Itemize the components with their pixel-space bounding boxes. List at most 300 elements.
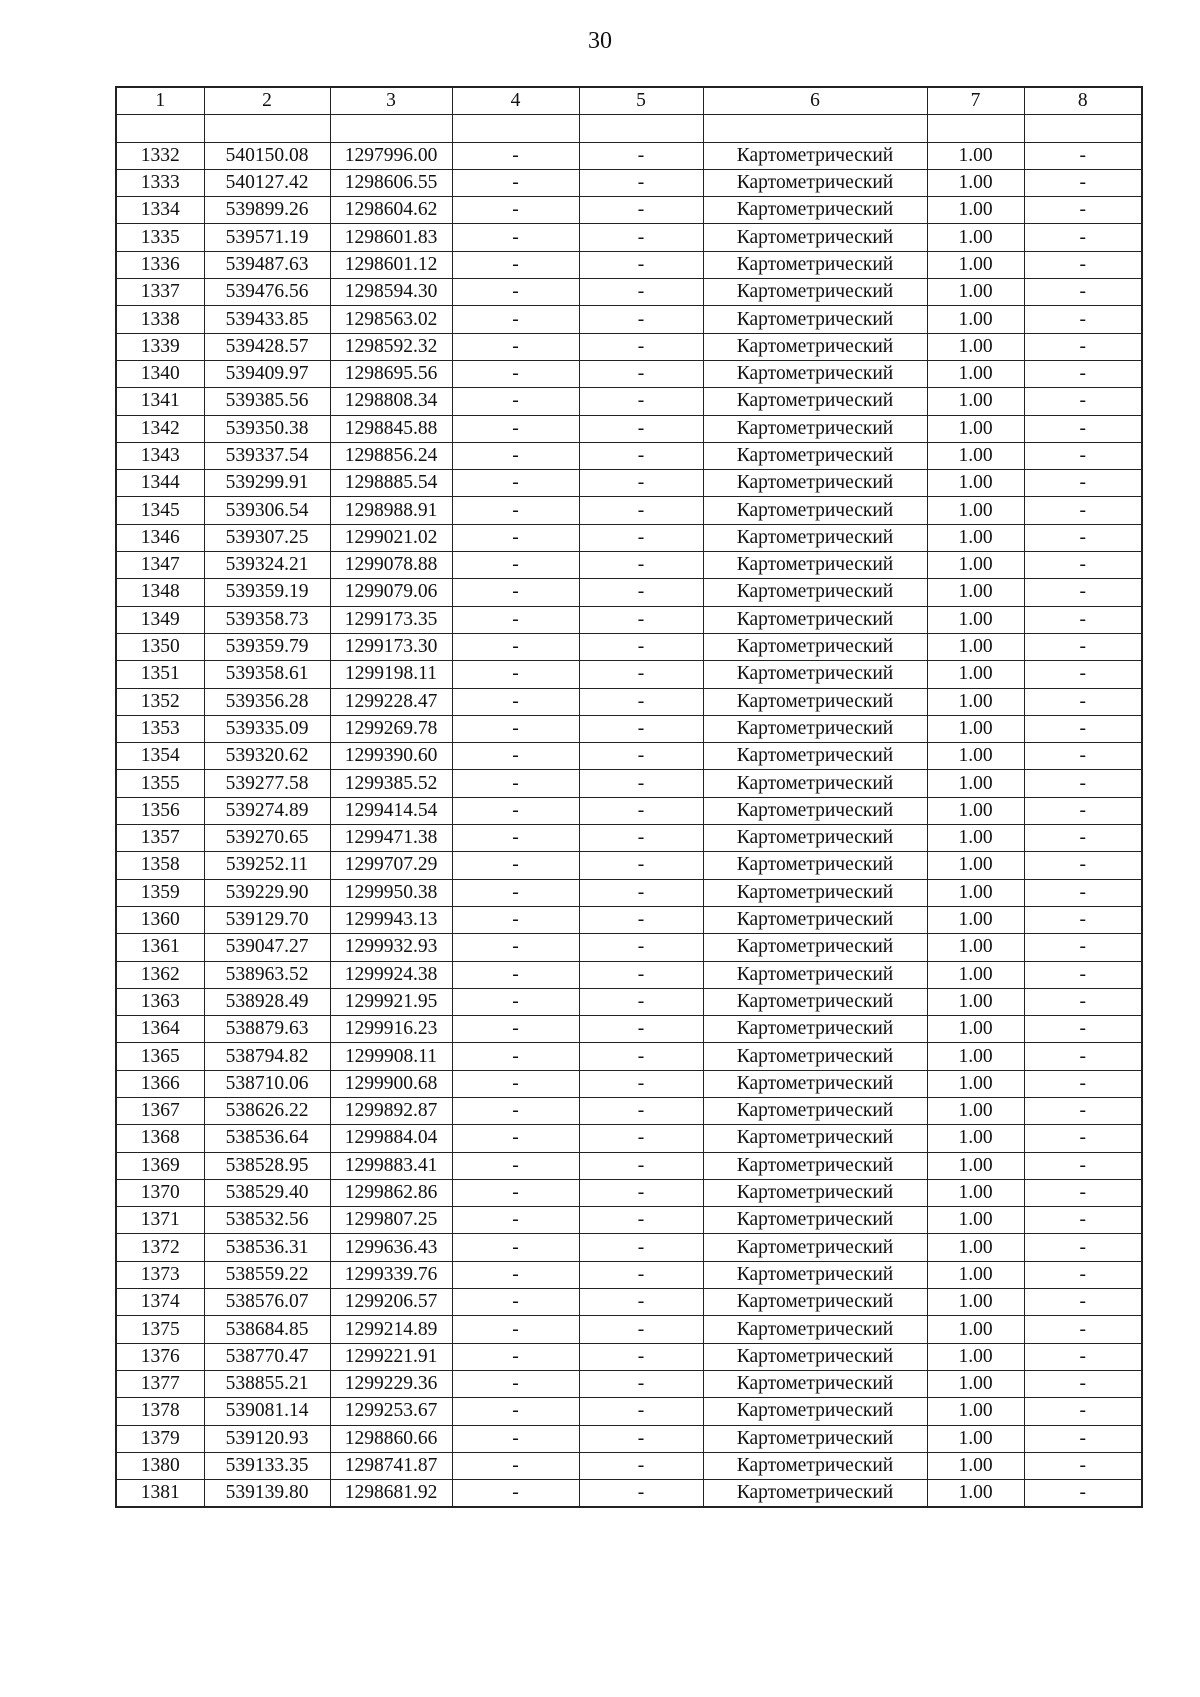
blank-cell <box>579 115 703 142</box>
table-cell: - <box>579 1016 703 1043</box>
table-cell: - <box>452 1234 579 1261</box>
table-cell: 539487.63 <box>204 251 330 278</box>
table-cell: Картометрический <box>703 470 927 497</box>
table-cell: 1363 <box>116 988 204 1015</box>
column-header: 3 <box>330 87 452 115</box>
table-cell: - <box>452 360 579 387</box>
table-cell: 1299921.95 <box>330 988 452 1015</box>
table-cell: 1298594.30 <box>330 279 452 306</box>
table-row <box>116 743 1142 770</box>
table-cell: 1.00 <box>927 224 1024 251</box>
table-cell: 1378 <box>116 1398 204 1425</box>
table-cell: 1359 <box>116 879 204 906</box>
table-cell: - <box>579 333 703 360</box>
table-cell: Картометрический <box>703 279 927 306</box>
table-cell: 1299214.89 <box>330 1316 452 1343</box>
table-cell: - <box>579 197 703 224</box>
table-cell: 1299253.67 <box>330 1398 452 1425</box>
table-cell: - <box>579 251 703 278</box>
table-cell: - <box>452 825 579 852</box>
table-cell: 1354 <box>116 743 204 770</box>
table-cell: - <box>1024 661 1142 688</box>
table-row <box>116 1343 1142 1370</box>
table-cell: - <box>579 169 703 196</box>
table-cell: - <box>452 415 579 442</box>
table-cell: 1299807.25 <box>330 1207 452 1234</box>
table-cell: 1299924.38 <box>330 961 452 988</box>
table-cell: Картометрический <box>703 169 927 196</box>
table-cell: 1299229.36 <box>330 1370 452 1397</box>
table-cell: - <box>579 825 703 852</box>
table-cell: - <box>452 1097 579 1124</box>
table-cell: Картометрический <box>703 524 927 551</box>
table-cell: 1.00 <box>927 1179 1024 1206</box>
table-cell: 1366 <box>116 1070 204 1097</box>
table-cell: 1332 <box>116 142 204 169</box>
table-cell: 1.00 <box>927 934 1024 961</box>
table-cell: - <box>579 552 703 579</box>
table-row <box>116 1207 1142 1234</box>
table-cell: 1.00 <box>927 1070 1024 1097</box>
table-cell: 1344 <box>116 470 204 497</box>
table-row <box>116 1016 1142 1043</box>
blank-cell <box>452 115 579 142</box>
table-cell: 1299908.11 <box>330 1043 452 1070</box>
table-cell: 1.00 <box>927 470 1024 497</box>
table-cell: 1299900.68 <box>330 1070 452 1097</box>
table-cell: 1355 <box>116 770 204 797</box>
table-row <box>116 934 1142 961</box>
table-cell: 1.00 <box>927 1480 1024 1508</box>
table-cell: 1367 <box>116 1097 204 1124</box>
table-cell: - <box>1024 770 1142 797</box>
table-cell: - <box>579 1097 703 1124</box>
table-cell: 539359.79 <box>204 633 330 660</box>
table-cell: - <box>452 743 579 770</box>
table-cell: 1.00 <box>927 1152 1024 1179</box>
table-cell: - <box>452 1016 579 1043</box>
table-cell: 1369 <box>116 1152 204 1179</box>
table-cell: 538928.49 <box>204 988 330 1015</box>
table-cell: 539358.61 <box>204 661 330 688</box>
table-cell: - <box>452 1316 579 1343</box>
blank-cell <box>330 115 452 142</box>
table-cell: - <box>452 169 579 196</box>
table-cell: - <box>452 688 579 715</box>
table-cell: 539324.21 <box>204 552 330 579</box>
table-cell: Картометрический <box>703 1343 927 1370</box>
table-cell: - <box>579 961 703 988</box>
table-cell: 1348 <box>116 579 204 606</box>
table-cell: 1299269.78 <box>330 715 452 742</box>
table-cell: 1.00 <box>927 1289 1024 1316</box>
table-cell: 538684.85 <box>204 1316 330 1343</box>
table-cell: Картометрический <box>703 934 927 961</box>
table-cell: - <box>452 251 579 278</box>
table-cell: - <box>1024 524 1142 551</box>
table-cell: 539274.89 <box>204 797 330 824</box>
table-cell: - <box>579 1152 703 1179</box>
table-row <box>116 879 1142 906</box>
table-cell: 1299636.43 <box>330 1234 452 1261</box>
table-cell: - <box>452 988 579 1015</box>
table-row <box>116 1070 1142 1097</box>
table-cell: - <box>1024 879 1142 906</box>
table-row <box>116 1370 1142 1397</box>
table-cell: - <box>452 606 579 633</box>
table-cell: 1.00 <box>927 333 1024 360</box>
table-cell: 539139.80 <box>204 1480 330 1508</box>
table-cell: 1375 <box>116 1316 204 1343</box>
table-cell: Картометрический <box>703 688 927 715</box>
column-header: 7 <box>927 87 1024 115</box>
column-header: 6 <box>703 87 927 115</box>
table-cell: 1.00 <box>927 633 1024 660</box>
table-cell: 1299883.41 <box>330 1152 452 1179</box>
table-row <box>116 524 1142 551</box>
table-cell: - <box>579 442 703 469</box>
table-cell: 1333 <box>116 169 204 196</box>
table-cell: 1.00 <box>927 552 1024 579</box>
table-cell: 539428.57 <box>204 333 330 360</box>
table-cell: 1299173.35 <box>330 606 452 633</box>
table-cell: 1.00 <box>927 360 1024 387</box>
table-cell: 1298592.32 <box>330 333 452 360</box>
table-cell: 1368 <box>116 1125 204 1152</box>
table-cell: 1352 <box>116 688 204 715</box>
blank-cell <box>927 115 1024 142</box>
blank-cell <box>116 115 204 142</box>
table-cell: - <box>452 906 579 933</box>
table-cell: 1353 <box>116 715 204 742</box>
table-cell: 1.00 <box>927 1234 1024 1261</box>
table-cell: 1334 <box>116 197 204 224</box>
table-cell: - <box>452 279 579 306</box>
table-cell: 539307.25 <box>204 524 330 551</box>
table-row <box>116 1289 1142 1316</box>
table-cell: 1298860.66 <box>330 1425 452 1452</box>
table-cell: - <box>579 497 703 524</box>
table-cell: 1299206.57 <box>330 1289 452 1316</box>
table-cell: 1.00 <box>927 1016 1024 1043</box>
table-cell: 1.00 <box>927 169 1024 196</box>
table-row <box>116 1234 1142 1261</box>
table-row <box>116 1097 1142 1124</box>
table-cell: 1361 <box>116 934 204 961</box>
table-cell: 1374 <box>116 1289 204 1316</box>
table-cell: 1364 <box>116 1016 204 1043</box>
table-cell: 1.00 <box>927 1452 1024 1479</box>
table-cell: - <box>1024 224 1142 251</box>
table-row <box>116 169 1142 196</box>
table-cell: Картометрический <box>703 1370 927 1397</box>
table-cell: Картометрический <box>703 1261 927 1288</box>
table-cell: Картометрический <box>703 633 927 660</box>
table-cell: 1336 <box>116 251 204 278</box>
table-cell: 1298845.88 <box>330 415 452 442</box>
table-cell: 1.00 <box>927 825 1024 852</box>
table-cell: 1.00 <box>927 715 1024 742</box>
table-cell: 538559.22 <box>204 1261 330 1288</box>
table-row <box>116 579 1142 606</box>
coordinates-table <box>115 86 1143 1508</box>
table-cell: 1298601.12 <box>330 251 452 278</box>
table-cell: - <box>579 1343 703 1370</box>
table-cell: - <box>1024 988 1142 1015</box>
blank-cell <box>1024 115 1142 142</box>
table-cell: 1297996.00 <box>330 142 452 169</box>
table-row <box>116 606 1142 633</box>
table-cell: Картометрический <box>703 606 927 633</box>
table-cell: - <box>1024 333 1142 360</box>
table-cell: 539320.62 <box>204 743 330 770</box>
table-cell: - <box>1024 1179 1142 1206</box>
table-cell: 1.00 <box>927 1316 1024 1343</box>
table-row <box>116 988 1142 1015</box>
table-cell: Картометрический <box>703 770 927 797</box>
blank-cell <box>204 115 330 142</box>
table-cell: - <box>452 1398 579 1425</box>
table-cell: 1.00 <box>927 770 1024 797</box>
table-cell: 538576.07 <box>204 1289 330 1316</box>
table-cell: 1.00 <box>927 142 1024 169</box>
table-cell: 1299390.60 <box>330 743 452 770</box>
table-cell: - <box>452 1452 579 1479</box>
table-cell: 1298808.34 <box>330 388 452 415</box>
table-cell: 539299.91 <box>204 470 330 497</box>
table-cell: Картометрический <box>703 1234 927 1261</box>
table-cell: - <box>1024 1425 1142 1452</box>
table-cell: 1299943.13 <box>330 906 452 933</box>
table-cell: - <box>579 1179 703 1206</box>
table-cell: 539335.09 <box>204 715 330 742</box>
table-row <box>116 470 1142 497</box>
table-cell: - <box>452 333 579 360</box>
table-cell: 539350.38 <box>204 415 330 442</box>
table-cell: 1.00 <box>927 1043 1024 1070</box>
table-row <box>116 797 1142 824</box>
table-cell: 1362 <box>116 961 204 988</box>
table-cell: 1299707.29 <box>330 852 452 879</box>
table-cell: - <box>579 633 703 660</box>
table-cell: Картометрический <box>703 661 927 688</box>
table-cell: Картометрический <box>703 1152 927 1179</box>
table-cell: - <box>452 1043 579 1070</box>
table-cell: 1.00 <box>927 442 1024 469</box>
table-cell: - <box>1024 1016 1142 1043</box>
table-cell: - <box>452 1425 579 1452</box>
table-row <box>116 442 1142 469</box>
table-cell: - <box>1024 552 1142 579</box>
table-cell: 1.00 <box>927 1425 1024 1452</box>
table-cell: - <box>452 661 579 688</box>
table-row <box>116 688 1142 715</box>
table-cell: 1.00 <box>927 497 1024 524</box>
table-cell: 1298741.87 <box>330 1452 452 1479</box>
table-cell: 1338 <box>116 306 204 333</box>
table-cell: 1298604.62 <box>330 197 452 224</box>
table-cell: - <box>1024 1398 1142 1425</box>
table-cell: 1298601.83 <box>330 224 452 251</box>
table-cell: - <box>579 1452 703 1479</box>
table-cell: 539476.56 <box>204 279 330 306</box>
table-cell: 1.00 <box>927 606 1024 633</box>
table-cell: Картометрический <box>703 715 927 742</box>
table-cell: - <box>1024 1261 1142 1288</box>
table-cell: - <box>579 524 703 551</box>
table-cell: - <box>579 1480 703 1508</box>
table-cell: 1370 <box>116 1179 204 1206</box>
table-cell: 539899.26 <box>204 197 330 224</box>
table-cell: 539433.85 <box>204 306 330 333</box>
table-cell: 1.00 <box>927 1370 1024 1397</box>
table-cell: - <box>579 388 703 415</box>
table-cell: 538770.47 <box>204 1343 330 1370</box>
table-cell: 1299884.04 <box>330 1125 452 1152</box>
table-cell: - <box>452 524 579 551</box>
table-cell: 539277.58 <box>204 770 330 797</box>
table-cell: - <box>452 715 579 742</box>
table-row <box>116 360 1142 387</box>
table-cell: 1365 <box>116 1043 204 1070</box>
table-row <box>116 1316 1142 1343</box>
table-cell: 1.00 <box>927 251 1024 278</box>
table-cell: - <box>452 552 579 579</box>
table-cell: Картометрический <box>703 1289 927 1316</box>
table-cell: 1298563.02 <box>330 306 452 333</box>
table-cell: 1343 <box>116 442 204 469</box>
table-cell: 1.00 <box>927 1207 1024 1234</box>
table-cell: - <box>1024 606 1142 633</box>
table-cell: - <box>579 1070 703 1097</box>
table-cell: 1299862.86 <box>330 1179 452 1206</box>
table-cell: - <box>452 1207 579 1234</box>
table-cell: 1373 <box>116 1261 204 1288</box>
table-cell: - <box>452 1343 579 1370</box>
table-row <box>116 770 1142 797</box>
table-cell: Картометрический <box>703 879 927 906</box>
table-cell: - <box>1024 306 1142 333</box>
table-row <box>116 1179 1142 1206</box>
table-row <box>116 715 1142 742</box>
table-row <box>116 1043 1142 1070</box>
table-cell: - <box>579 743 703 770</box>
table-cell: - <box>579 579 703 606</box>
table-cell: 538794.82 <box>204 1043 330 1070</box>
table-cell: - <box>452 197 579 224</box>
table-cell: - <box>579 1370 703 1397</box>
table-cell: 1341 <box>116 388 204 415</box>
table-cell: 1350 <box>116 633 204 660</box>
table-cell: - <box>452 1289 579 1316</box>
table-cell: - <box>1024 1343 1142 1370</box>
table-cell: - <box>1024 1234 1142 1261</box>
table-cell: - <box>579 661 703 688</box>
table-cell: - <box>579 1043 703 1070</box>
table-cell: 1371 <box>116 1207 204 1234</box>
table-cell: 539571.19 <box>204 224 330 251</box>
table-row <box>116 825 1142 852</box>
table-row <box>116 1425 1142 1452</box>
table-cell: - <box>452 442 579 469</box>
table-cell: Картометрический <box>703 825 927 852</box>
table-cell: 1.00 <box>927 743 1024 770</box>
table-cell: 1.00 <box>927 797 1024 824</box>
table-cell: - <box>579 934 703 961</box>
table-cell: 1.00 <box>927 579 1024 606</box>
table-row <box>116 251 1142 278</box>
table-cell: 1299173.30 <box>330 633 452 660</box>
table-cell: 1298885.54 <box>330 470 452 497</box>
table-cell: 538710.06 <box>204 1070 330 1097</box>
table-cell: - <box>579 715 703 742</box>
table-cell: - <box>452 1370 579 1397</box>
table-cell: 539270.65 <box>204 825 330 852</box>
table-row <box>116 552 1142 579</box>
table-cell: 1.00 <box>927 1343 1024 1370</box>
table-cell: 1351 <box>116 661 204 688</box>
table-cell: - <box>1024 197 1142 224</box>
table-cell: 1.00 <box>927 1398 1024 1425</box>
table-cell: Картометрический <box>703 497 927 524</box>
table-cell: 539133.35 <box>204 1452 330 1479</box>
table-cell: Картометрический <box>703 1070 927 1097</box>
table-cell: 1342 <box>116 415 204 442</box>
table-cell: - <box>452 934 579 961</box>
table-row <box>116 333 1142 360</box>
table-cell: 1299932.93 <box>330 934 452 961</box>
table-cell: - <box>579 1125 703 1152</box>
table-row <box>116 306 1142 333</box>
table-cell: Картометрический <box>703 197 927 224</box>
table-cell: 1347 <box>116 552 204 579</box>
table-cell: - <box>579 906 703 933</box>
table-cell: - <box>452 852 579 879</box>
table-cell: 1299079.06 <box>330 579 452 606</box>
table-cell: 1335 <box>116 224 204 251</box>
table-cell: 1360 <box>116 906 204 933</box>
table-row <box>116 906 1142 933</box>
table-cell: - <box>579 770 703 797</box>
table-cell: 1.00 <box>927 197 1024 224</box>
table-cell: - <box>579 1261 703 1288</box>
table-row <box>116 415 1142 442</box>
table-cell: - <box>452 224 579 251</box>
table-cell: - <box>1024 470 1142 497</box>
table-cell: - <box>452 770 579 797</box>
table-cell: - <box>452 1480 579 1508</box>
table-row <box>116 224 1142 251</box>
table-cell: Картометрический <box>703 1207 927 1234</box>
table-cell: 539356.28 <box>204 688 330 715</box>
table-cell: - <box>1024 279 1142 306</box>
table-cell: Картометрический <box>703 1043 927 1070</box>
table-cell: - <box>1024 743 1142 770</box>
column-header: 2 <box>204 87 330 115</box>
table-cell: 1376 <box>116 1343 204 1370</box>
table-cell: Картометрический <box>703 1179 927 1206</box>
table-cell: - <box>1024 169 1142 196</box>
table-cell: - <box>452 470 579 497</box>
table-cell: Картометрический <box>703 360 927 387</box>
table-cell: - <box>1024 1207 1142 1234</box>
table-cell: - <box>452 1261 579 1288</box>
table-cell: 1.00 <box>927 1261 1024 1288</box>
table-cell: Картометрический <box>703 1125 927 1152</box>
table-cell: Картометрический <box>703 224 927 251</box>
table-cell: 1299078.88 <box>330 552 452 579</box>
table-cell: 1299021.02 <box>330 524 452 551</box>
